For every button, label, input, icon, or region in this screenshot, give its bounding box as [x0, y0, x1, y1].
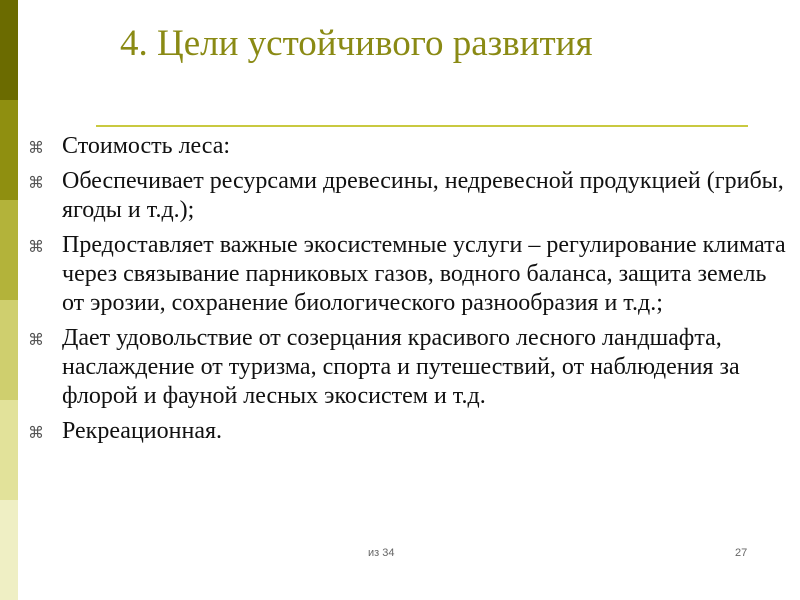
bullet-item: [28, 324, 788, 411]
bullet-text: Рекреационная.: [62, 418, 223, 444]
bullet-list: [28, 132, 788, 452]
bullet-text: Обеспечивает ресурсами древесины, недревесной продукцией (грибы, ягоды и т.д.);: [62, 168, 784, 223]
slide-title: 4. Цели устойчивого развития: [120, 23, 593, 64]
bullet-icon: ⌘: [28, 330, 44, 349]
bullet-item: [28, 231, 788, 318]
side-bar-segment: [0, 200, 18, 300]
bullet-text: Стоимость леса:: [62, 133, 231, 159]
side-bar-segment: [0, 400, 18, 500]
bullet-icon: ⌘: [28, 423, 44, 442]
side-bar-segment: [0, 300, 18, 400]
side-bar-segment: [0, 500, 18, 600]
side-accent-bar: [0, 0, 18, 600]
bullet-item: [28, 132, 788, 161]
bullet-icon: ⌘: [28, 138, 44, 157]
bullet-item: [28, 167, 788, 225]
side-bar-segment: [0, 0, 18, 100]
side-bar-segment: [0, 100, 18, 200]
title-divider: [96, 125, 748, 127]
footer-page-count: из 34: [368, 547, 395, 559]
bullet-item: [28, 417, 788, 446]
bullet-icon: ⌘: [28, 173, 44, 192]
bullet-text: Дает удовольствие от созерцания красивого лесного ландшафта, наслаждение от туризма, спорта и путешествий, от наблюдения за флорой и фауной лесных экосистем и т.д.: [62, 325, 740, 409]
bullet-text: Предоставляет важные экосистемные услуги – регулирование климата через связывание парниковых газов, водного баланса, защита земель от эрозии, сохранение биологического разнообразия и т.д.;: [62, 232, 786, 316]
bullet-icon: ⌘: [28, 237, 44, 256]
footer-slide-number: 27: [735, 547, 748, 559]
